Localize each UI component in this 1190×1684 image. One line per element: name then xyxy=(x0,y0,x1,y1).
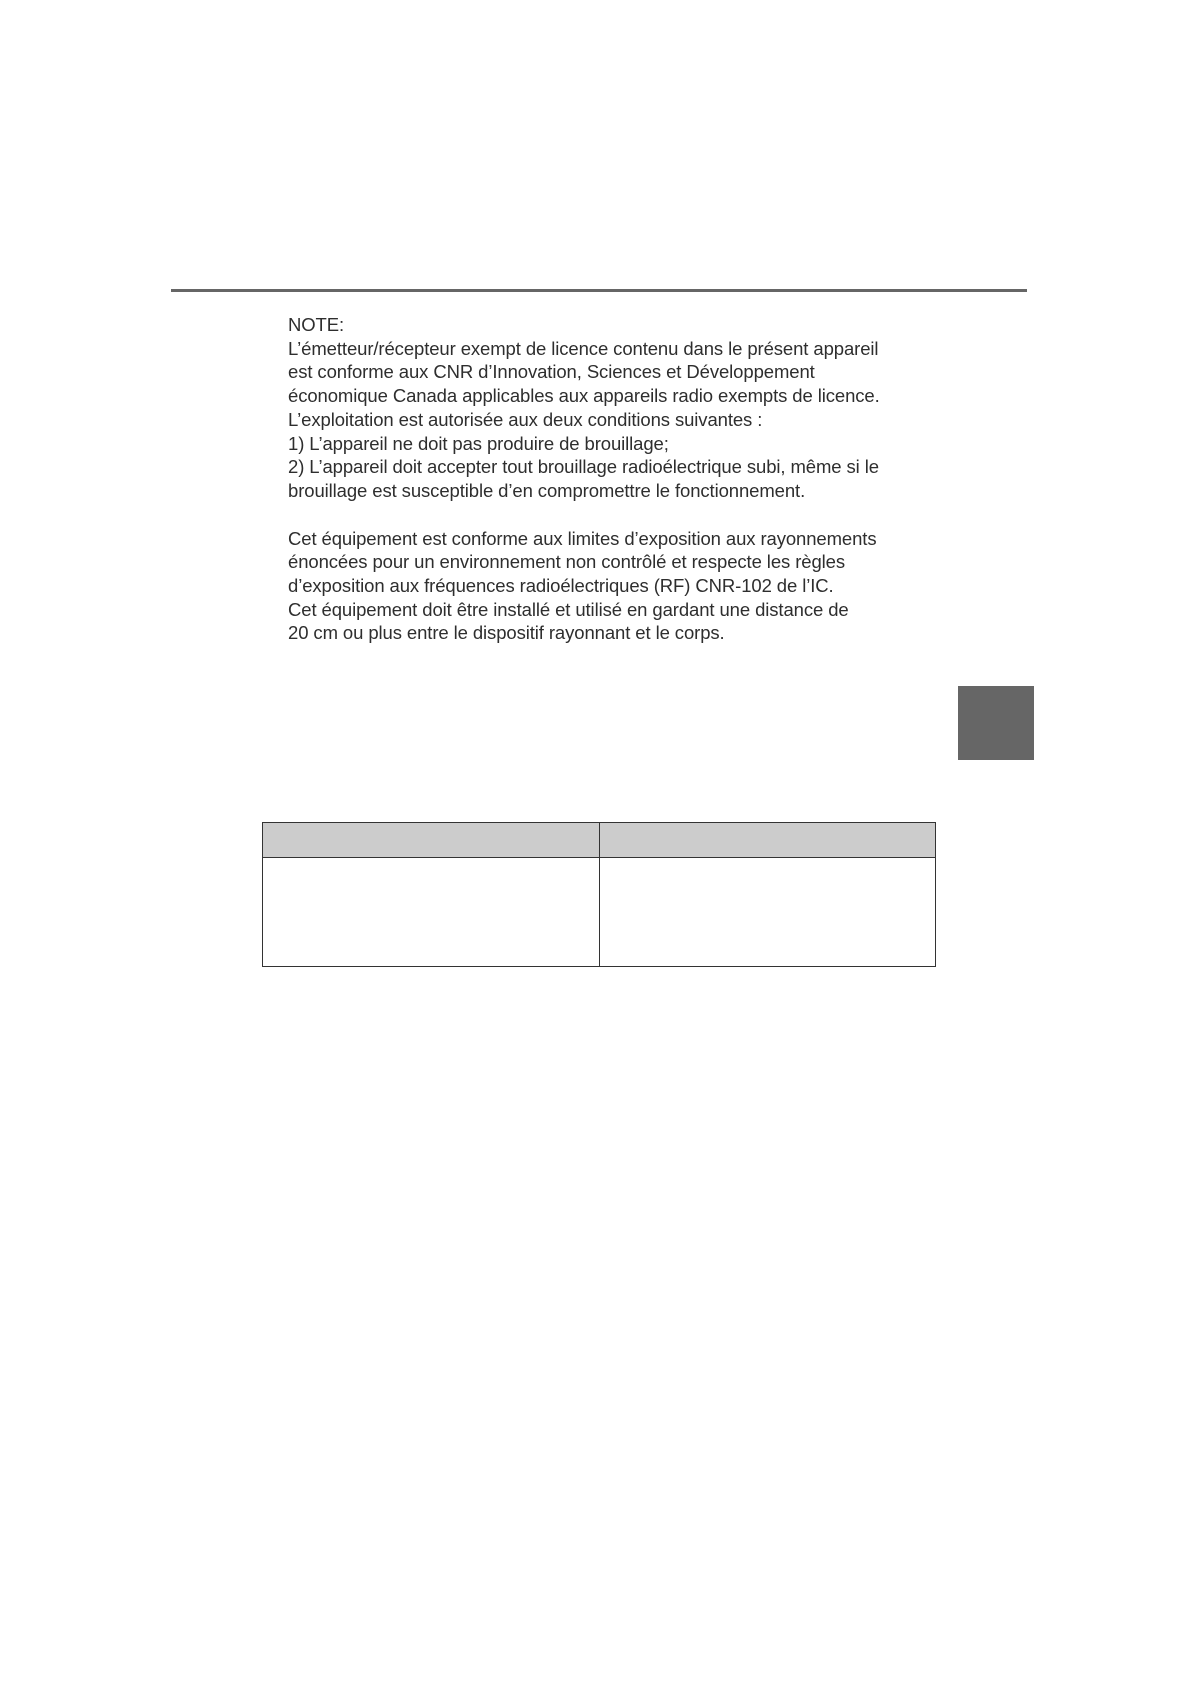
top-rule xyxy=(171,289,1027,292)
note-line: Cet équipement doit être installé et utilisé en gardant une distance de xyxy=(288,598,849,620)
note-heading: NOTE: xyxy=(288,314,345,335)
table-cell xyxy=(263,858,600,967)
table-header-cell xyxy=(599,823,936,858)
note-line: est conforme aux CNR d’Innovation, Sciences et Développement xyxy=(288,361,815,383)
note-line: énoncées pour un environnement non contrôlé et respecte les règles xyxy=(288,551,845,573)
chapter-side-tab xyxy=(958,686,1034,760)
note-line: d’exposition aux fréquences radioélectriques (RF) CNR-102 de l’IC. xyxy=(288,575,834,597)
note-line: 2) L’appareil doit accepter tout brouillage radioélectrique subi, même si le xyxy=(288,456,879,478)
table-cell xyxy=(599,858,936,967)
note-paragraph-1 xyxy=(288,337,928,503)
note-line: L’exploitation est autorisée aux deux conditions suivantes : xyxy=(288,408,763,430)
note-line: 20 cm ou plus entre le dispositif rayonnant et le corps. xyxy=(288,622,725,644)
note-line: Cet équipement est conforme aux limites d’exposition aux rayonnements xyxy=(288,527,877,549)
note-paragraph-2 xyxy=(288,527,928,646)
note-line: économique Canada applicables aux appareils radio exempts de licence. xyxy=(288,385,880,407)
note-line: L’émetteur/récepteur exempt de licence contenu dans le présent appareil xyxy=(288,337,879,359)
note-line: 1) L’appareil ne doit pas produire de brouillage; xyxy=(288,432,669,454)
spec-table xyxy=(262,822,936,967)
table-header-row xyxy=(263,823,936,858)
note-block xyxy=(288,313,928,645)
table-row xyxy=(263,858,936,967)
paragraph-gap xyxy=(288,503,928,527)
note-line: brouillage est susceptible d’en compromettre le fonctionnement. xyxy=(288,479,806,501)
table-header-cell xyxy=(263,823,600,858)
